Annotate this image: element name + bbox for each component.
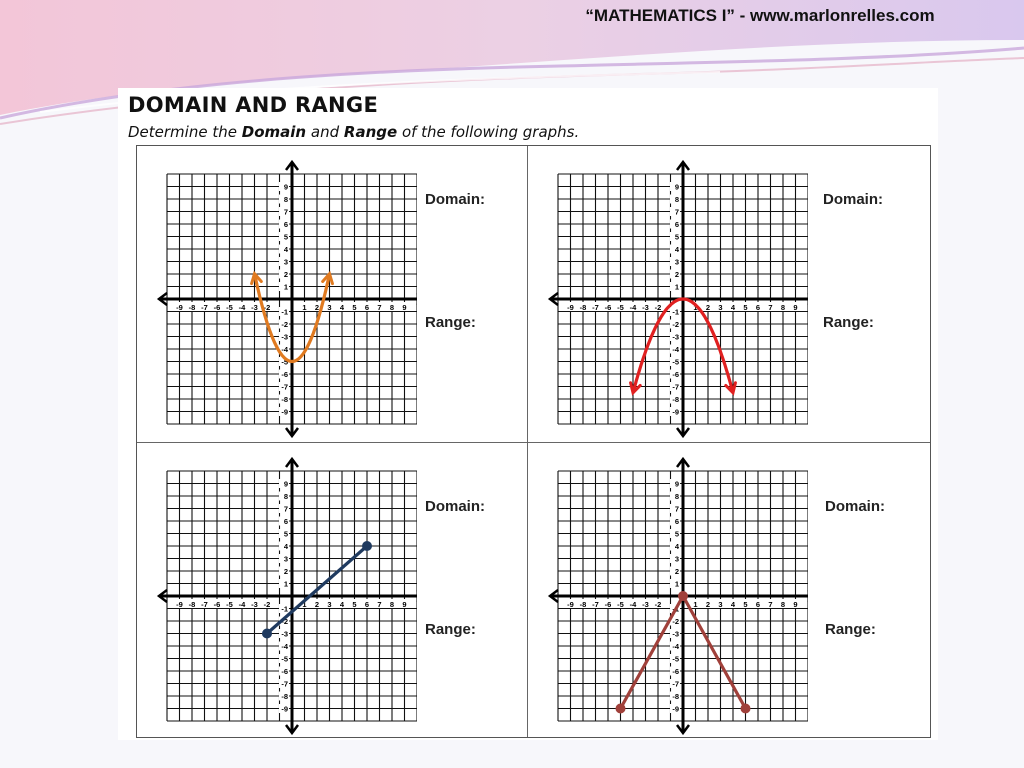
x-tick-label: -9: [567, 600, 574, 609]
y-tick-label: 2: [283, 270, 288, 279]
x-tick-label: -4: [629, 600, 637, 609]
endpoint-dot: [616, 704, 626, 714]
y-tick-label: 6: [674, 220, 679, 229]
y-tick-label: -3: [281, 332, 288, 342]
y-tick-label: -8: [672, 395, 679, 404]
y-tick-label: -4: [672, 642, 679, 651]
y-tick-label: 9: [283, 182, 288, 192]
x-tick-label: -3: [251, 303, 258, 312]
y-tick-label: 8: [283, 492, 288, 501]
y-tick-label: -6: [672, 370, 679, 379]
y-tick-label: 1: [283, 282, 288, 292]
y-tick-label: -2: [672, 617, 679, 626]
y-tick-label: 6: [674, 517, 679, 526]
x-tick-label: 8: [780, 303, 786, 312]
x-tick-label: 7: [768, 303, 773, 312]
x-tick-label: 2: [314, 600, 320, 609]
y-tick-label: -9: [281, 407, 288, 417]
y-tick-label: -9: [281, 704, 288, 714]
instruction-suffix: of the following graphs.: [401, 123, 580, 141]
x-tick-label: -6: [604, 303, 612, 312]
x-tick-label: 4: [339, 600, 345, 609]
coordinate-graph-4: [538, 443, 808, 739]
y-tick-label: -4: [672, 345, 679, 354]
endpoint-dot: [262, 629, 272, 639]
x-tick-label: 1: [693, 600, 698, 609]
y-tick-label: 6: [283, 220, 288, 229]
domain-label: Domain:: [425, 498, 485, 515]
x-tick-label: 8: [389, 303, 395, 312]
x-tick-label: -3: [642, 600, 649, 609]
y-tick-label: -1: [281, 307, 288, 317]
x-tick-label: -3: [251, 600, 258, 609]
x-tick-label: -6: [213, 303, 221, 312]
y-tick-label: 8: [674, 492, 679, 501]
range-label: Range:: [825, 621, 876, 638]
coordinate-graph-1: [147, 146, 417, 442]
instruction-prefix: Determine the: [128, 123, 237, 141]
endpoint-dot: [741, 704, 751, 714]
y-tick-label: 8: [674, 195, 679, 204]
x-tick-label: -3: [642, 303, 649, 312]
x-tick-label: -9: [176, 600, 183, 609]
x-tick-label: -7: [592, 303, 599, 312]
x-tick-label: 5: [743, 303, 748, 312]
y-tick-label: -1: [672, 307, 679, 317]
x-tick-label: 1: [693, 303, 698, 312]
site-title: “MATHEMATICS I” - www.marlonrelles.com: [585, 6, 935, 25]
x-tick-label: -5: [617, 600, 624, 609]
domain-label: Domain:: [823, 191, 883, 208]
x-tick-label: -6: [213, 600, 221, 609]
y-tick-label: 3: [283, 257, 288, 267]
domain-label: Domain:: [825, 498, 885, 515]
range-label: Range:: [425, 621, 476, 638]
x-tick-label: -2: [263, 303, 271, 312]
y-tick-label: 7: [283, 504, 288, 514]
x-tick-label: -8: [188, 303, 196, 312]
y-tick-label: -8: [281, 692, 288, 701]
y-tick-label: -2: [672, 320, 679, 329]
x-tick-label: 8: [389, 600, 395, 609]
y-tick-label: -5: [672, 357, 679, 367]
y-tick-label: -1: [281, 604, 288, 614]
x-tick-label: 5: [352, 303, 357, 312]
y-tick-label: 6: [283, 517, 288, 526]
x-tick-label: 5: [352, 600, 357, 609]
x-tick-label: -8: [579, 600, 587, 609]
x-tick-label: -9: [567, 303, 574, 312]
y-tick-label: -5: [281, 357, 288, 367]
endpoint-dot: [362, 541, 372, 551]
x-tick-label: -7: [201, 303, 208, 312]
x-tick-label: 2: [705, 303, 711, 312]
x-tick-label: 9: [793, 303, 798, 312]
instruction-domain: Domain: [241, 123, 307, 141]
y-tick-label: 1: [283, 579, 288, 589]
y-tick-label: -7: [281, 679, 288, 689]
problem-3: [137, 443, 527, 739]
x-tick-label: 6: [755, 600, 761, 609]
x-tick-label: -5: [617, 303, 624, 312]
problem-2: [528, 146, 918, 442]
x-tick-label: 8: [780, 600, 786, 609]
x-tick-label: 4: [730, 600, 736, 609]
x-tick-label: 9: [402, 600, 407, 609]
y-tick-label: -5: [672, 654, 679, 664]
x-tick-label: -8: [188, 600, 196, 609]
x-tick-label: 6: [364, 600, 370, 609]
coordinate-graph-2: [538, 146, 808, 442]
x-tick-label: 9: [793, 600, 798, 609]
x-tick-label: -4: [238, 303, 246, 312]
y-tick-label: 2: [674, 567, 679, 576]
y-tick-label: 3: [674, 257, 679, 267]
x-tick-label: -8: [579, 303, 587, 312]
x-tick-label: -9: [176, 303, 183, 312]
y-tick-label: -5: [281, 654, 288, 664]
x-tick-label: -5: [226, 600, 233, 609]
x-tick-label: 4: [730, 303, 736, 312]
y-tick-label: -6: [281, 370, 288, 379]
x-tick-label: -2: [654, 600, 662, 609]
x-tick-label: 3: [327, 303, 332, 312]
y-tick-label: 7: [674, 207, 679, 217]
coordinate-graph-3: [147, 443, 417, 739]
x-tick-label: 1: [302, 303, 307, 312]
y-tick-label: 7: [674, 504, 679, 514]
y-tick-label: -3: [672, 629, 679, 639]
instruction-and: and: [310, 123, 340, 141]
y-tick-label: -1: [672, 604, 679, 614]
x-tick-label: 6: [755, 303, 761, 312]
y-tick-label: -9: [672, 704, 679, 714]
y-tick-label: 3: [674, 554, 679, 564]
y-tick-label: 5: [674, 529, 679, 539]
y-tick-label: -8: [672, 692, 679, 701]
y-tick-label: 3: [283, 554, 288, 564]
y-tick-label: 4: [674, 245, 679, 254]
y-tick-label: -2: [281, 320, 288, 329]
endpoint-dot: [678, 591, 688, 601]
y-tick-label: 4: [674, 542, 679, 551]
x-tick-label: 2: [705, 600, 711, 609]
y-tick-label: 1: [674, 282, 679, 292]
y-tick-label: -7: [281, 382, 288, 392]
x-tick-label: 7: [768, 600, 773, 609]
y-tick-label: -8: [281, 395, 288, 404]
y-tick-label: 2: [283, 567, 288, 576]
x-tick-label: -4: [629, 303, 637, 312]
y-tick-label: 1: [674, 579, 679, 589]
y-tick-label: -4: [281, 345, 288, 354]
worksheet: [118, 88, 938, 740]
y-tick-label: 8: [283, 195, 288, 204]
x-tick-label: -7: [201, 600, 208, 609]
domain-label: Domain:: [425, 191, 485, 208]
y-tick-label: -7: [672, 679, 679, 689]
y-tick-label: -6: [672, 667, 679, 676]
x-tick-label: -2: [654, 303, 662, 312]
x-tick-label: 2: [314, 303, 320, 312]
range-label: Range:: [823, 314, 874, 331]
y-tick-label: 7: [283, 207, 288, 217]
worksheet-instruction: [128, 123, 579, 141]
x-tick-label: 3: [718, 303, 723, 312]
problem-4: [528, 443, 918, 739]
x-tick-label: 7: [377, 303, 382, 312]
y-tick-label: -6: [281, 667, 288, 676]
x-tick-label: -7: [592, 600, 599, 609]
y-tick-label: 5: [674, 232, 679, 242]
y-tick-label: -3: [672, 332, 679, 342]
x-tick-label: 3: [718, 600, 723, 609]
problem-grid: [136, 145, 931, 738]
x-tick-label: -2: [263, 600, 271, 609]
y-tick-label: 5: [283, 232, 288, 242]
y-tick-label: -7: [672, 382, 679, 392]
worksheet-title: DOMAIN AND RANGE: [128, 93, 379, 117]
y-tick-label: -4: [281, 642, 288, 651]
instruction-range: Range: [343, 123, 398, 141]
y-tick-label: 2: [674, 270, 679, 279]
range-label: Range:: [425, 314, 476, 331]
x-tick-label: -5: [226, 303, 233, 312]
y-tick-label: 9: [283, 479, 288, 489]
y-tick-label: -2: [281, 617, 288, 626]
x-tick-label: -4: [238, 600, 246, 609]
y-tick-label: -3: [281, 629, 288, 639]
problem-1: [137, 146, 527, 442]
y-tick-label: 5: [283, 529, 288, 539]
x-tick-label: 6: [364, 303, 370, 312]
y-tick-label: 9: [674, 479, 679, 489]
x-tick-label: 3: [327, 600, 332, 609]
y-tick-label: 4: [283, 245, 288, 254]
x-tick-label: 7: [377, 600, 382, 609]
y-tick-label: 9: [674, 182, 679, 192]
x-tick-label: 4: [339, 303, 345, 312]
x-tick-label: -6: [604, 600, 612, 609]
x-tick-label: 5: [743, 600, 748, 609]
y-tick-label: 4: [283, 542, 288, 551]
x-tick-label: 1: [302, 600, 307, 609]
y-tick-label: -9: [672, 407, 679, 417]
x-tick-label: 9: [402, 303, 407, 312]
